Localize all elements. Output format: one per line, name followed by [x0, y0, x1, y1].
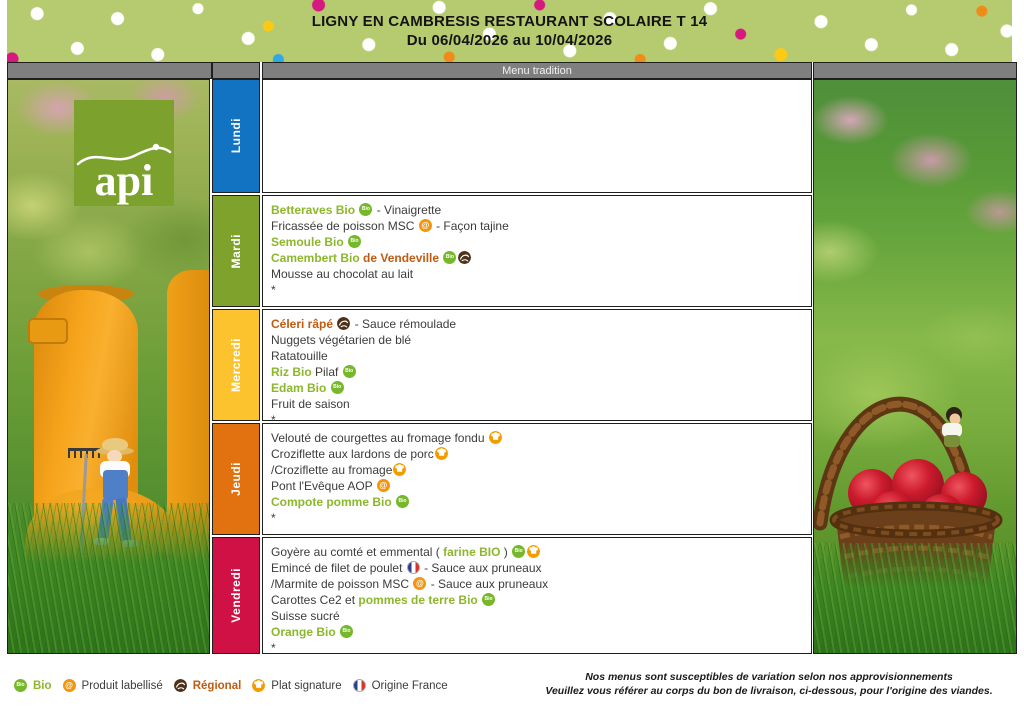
menu-line: [271, 234, 807, 250]
menu-text: Semoule Bio: [271, 235, 348, 249]
menu-text: farine BIO: [443, 545, 501, 559]
menu-text: Fricassée de poisson MSC: [271, 219, 418, 233]
menu-text: de Vendeville: [359, 251, 443, 265]
regional-icon: [174, 679, 187, 692]
menu-line: [271, 380, 807, 396]
day-tab-lundi: [212, 79, 260, 193]
banner-title: LIGNY EN CAMBRESIS RESTAURANT SCOLAIRE T 14: [311, 13, 708, 30]
labelled-product-icon: @: [63, 679, 76, 692]
legend: [13, 679, 453, 692]
menu-text: Nuggets végétarien de blé: [271, 333, 412, 347]
menu-line: [271, 266, 807, 282]
bio-icon: Bio: [512, 545, 525, 558]
menu-text: Camembert Bio: [271, 251, 360, 265]
footer-line-2: Veuillez vous référer au corps du bon de livraison, ci-dessous, pour l'origine des viandes.: [545, 685, 993, 697]
bio-icon: Bio: [331, 381, 344, 394]
menu-text: Edam Bio: [271, 381, 330, 395]
menu-text: pommes de terre Bio: [358, 593, 482, 607]
legend-label-label: Produit labellisé: [81, 679, 163, 692]
signature-dish-icon: [252, 679, 265, 692]
menu-line: [271, 544, 807, 560]
menu-line: [271, 478, 807, 494]
menu-text: Goyère au comté et emmental (: [271, 545, 444, 559]
menu-text: Compote pomme Bio: [271, 495, 396, 509]
day-column: [212, 79, 260, 656]
menu-text: Ratatouille: [271, 349, 328, 363]
boy-on-basket-illustration: [942, 407, 962, 447]
menu-line: [271, 250, 807, 266]
menu-line: [271, 576, 807, 592]
labelled-product-icon: @: [377, 479, 390, 492]
day-label: Jeudi: [229, 462, 243, 496]
footer-line-1: Nos menus sont susceptibles de variation selon nos approvisionnements: [585, 671, 953, 683]
menu-line: [271, 510, 807, 526]
header-bar-left: [7, 62, 212, 79]
menu-text: Velouté de courgettes au fromage fondu: [271, 431, 488, 445]
menu-text: - Sauce aux pruneaux: [427, 577, 549, 591]
menu-line: [271, 412, 807, 421]
regional-icon: [337, 317, 350, 330]
origin-france-icon: [407, 561, 420, 574]
day-tab-mardi: [212, 195, 260, 307]
menu-text: - Sauce rémoulade: [351, 317, 457, 331]
bio-icon: Bio: [359, 203, 372, 216]
signature-dish-icon: [435, 447, 448, 460]
api-logo-text: api: [94, 156, 154, 205]
signature-dish-icon: [393, 463, 406, 476]
menu-cell-jeudi: [262, 423, 812, 535]
bio-icon: Bio: [340, 625, 353, 638]
legend-label-signature: Plat signature: [271, 679, 342, 692]
bio-icon: Bio: [443, 251, 456, 264]
menu-text: *: [271, 641, 276, 654]
menu-line: [271, 282, 807, 298]
menu-line: [271, 446, 807, 462]
menu-line: [271, 396, 807, 412]
menu-text: *: [271, 283, 276, 297]
menu-text: *: [271, 413, 276, 421]
banner: [7, 0, 1012, 62]
menu-text: Croziflette aux lardons de porc: [271, 447, 434, 461]
menu-text: Pilaf: [311, 365, 342, 379]
menu-cell-mercredi: [262, 309, 812, 421]
boot-strap: [28, 318, 68, 344]
menu-line: [271, 640, 807, 654]
menu-text: Emincé de filet de poulet: [271, 561, 406, 575]
menu-text: Riz Bio: [271, 365, 312, 379]
grass: [814, 543, 1016, 653]
header-bar-day: [212, 62, 260, 79]
header-bar-right: [813, 62, 1017, 79]
menu-text: Carottes Ce2 et: [271, 593, 359, 607]
banner-subtitle: Du 06/04/2026 au 10/04/2026: [406, 32, 613, 49]
day-tab-mercredi: [212, 309, 260, 421]
menu-line: [271, 430, 807, 446]
menu-text: ): [500, 545, 512, 559]
labelled-product-icon: @: [419, 219, 432, 232]
labelled-product-icon: @: [413, 577, 426, 590]
menu-line: [271, 462, 807, 478]
menu-text: Betteraves Bio: [271, 203, 359, 217]
menu-text: /Marmite de poisson MSC: [271, 577, 413, 591]
day-label: Mardi: [229, 233, 243, 269]
menu-text: - Façon tajine: [432, 219, 509, 233]
day-tab-jeudi: [212, 423, 260, 535]
api-logo: [74, 100, 174, 206]
menu-text: Orange Bio: [271, 625, 340, 639]
day-label: Lundi: [229, 118, 243, 154]
menu-line: [271, 218, 807, 234]
menu-text: *: [271, 511, 276, 525]
menu-line: [271, 348, 807, 364]
day-label: Vendredi: [229, 568, 243, 623]
day-label: Mercredi: [229, 337, 243, 393]
menu-cell-mardi: [262, 195, 812, 307]
regional-icon: [458, 251, 471, 264]
menu-line: [271, 364, 807, 380]
menu-cell-vendredi: [262, 537, 812, 654]
menu-line: [271, 592, 807, 608]
left-photo-garden-boots: [7, 79, 210, 654]
legend-label-france: Origine France: [371, 679, 448, 692]
header-bar-menu: [262, 62, 812, 79]
menu-text: Pont l'Evêque AOP: [271, 479, 376, 493]
menu-tradition-label: Menu tradition: [502, 64, 572, 77]
menu-line: [271, 560, 807, 576]
menu-text: Suisse sucré: [271, 609, 340, 623]
footer-note: [528, 670, 1010, 698]
menu-line: [271, 608, 807, 624]
menu-text: /Croziflette au fromage: [271, 463, 393, 477]
menu-text: Fruit de saison: [271, 397, 350, 411]
right-photo-apple-basket: [813, 79, 1017, 654]
menu-cell-lundi: [262, 79, 812, 193]
bio-icon: Bio: [348, 235, 361, 248]
menu-line: [271, 202, 807, 218]
bio-icon: Bio: [482, 593, 495, 606]
bio-icon: Bio: [14, 679, 27, 692]
origin-france-icon: [353, 679, 366, 692]
menu-line: [271, 332, 807, 348]
signature-dish-icon: [527, 545, 540, 558]
day-tab-vendredi: [212, 537, 260, 654]
legend-label-bio: Bio: [33, 679, 52, 692]
menu-line: [271, 624, 807, 640]
bio-icon: Bio: [396, 495, 409, 508]
menu-text: Céleri râpé: [271, 317, 337, 331]
signature-dish-icon: [489, 431, 502, 444]
menu-line: [271, 316, 807, 332]
bio-icon: Bio: [343, 365, 356, 378]
menu-column: [262, 79, 812, 656]
menu-text: Mousse au chocolat au lait: [271, 267, 414, 281]
menu-text: - Sauce aux pruneaux: [420, 561, 542, 575]
legend-label-regional: Régional: [192, 679, 242, 692]
menu-line: [271, 494, 807, 510]
grass: [8, 503, 209, 653]
menu-text: - Vinaigrette: [373, 203, 442, 217]
